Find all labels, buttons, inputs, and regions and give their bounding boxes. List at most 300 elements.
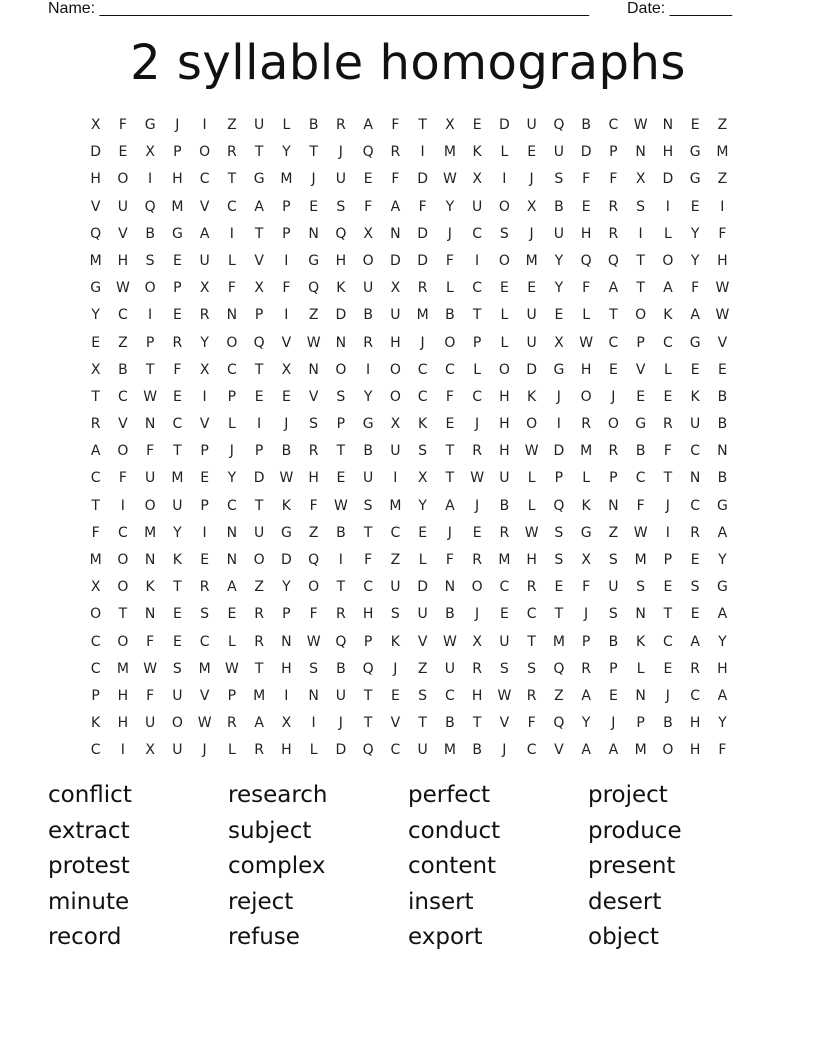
grid-letter: T	[445, 443, 455, 460]
grid-letter: I	[420, 144, 425, 161]
grid-letter: T	[418, 117, 427, 133]
grid-letter: Y	[718, 715, 727, 732]
grid-letter: G	[253, 171, 265, 188]
word-bank-item: protest	[48, 853, 130, 880]
grid-letter: B	[281, 443, 292, 460]
grid-letter: A	[363, 117, 373, 133]
grid-letter: D	[90, 144, 102, 161]
grid-letter: I	[284, 252, 289, 269]
grid-letter: R	[227, 715, 237, 732]
grid-letter: C	[390, 742, 401, 759]
grid-letter: A	[90, 443, 101, 460]
grid-letter: S	[554, 552, 564, 568]
grid-letter: X	[581, 552, 591, 568]
grid-row	[82, 302, 736, 329]
grid-letter: Y	[554, 252, 564, 269]
grid-letter: C	[690, 497, 701, 514]
grid-letter: N	[226, 307, 238, 324]
grid-letter: N	[689, 470, 701, 487]
grid-letter: M	[443, 742, 456, 759]
grid-letter: Q	[553, 660, 565, 677]
grid-letter: N	[226, 552, 238, 568]
grid-letter: C	[417, 388, 428, 405]
grid-letter: J	[338, 144, 343, 161]
grid-letter: B	[445, 307, 455, 324]
grid-letter: L	[227, 252, 236, 269]
grid-letter: V	[199, 687, 210, 704]
grid-letter: L	[500, 334, 509, 351]
grid-letter: M	[634, 742, 647, 759]
grid-letter: P	[554, 470, 564, 487]
grid-letter: I	[202, 117, 207, 133]
grid-letter: W	[143, 388, 158, 405]
grid-letter: G	[280, 524, 292, 541]
grid-letter: D	[417, 171, 429, 188]
grid-letter: W	[524, 443, 539, 460]
grid-letter: T	[254, 660, 264, 677]
grid-letter: R	[390, 144, 401, 161]
grid-letter: F	[282, 280, 291, 297]
grid-letter: X	[390, 280, 401, 297]
grid-letter: V	[554, 742, 564, 759]
grid-letter: H	[526, 552, 537, 568]
grid-letter: T	[118, 606, 128, 623]
grid-letter: J	[584, 606, 589, 623]
grid-letter: L	[309, 742, 318, 759]
grid-letter: A	[581, 687, 591, 704]
grid-letter: V	[199, 198, 210, 215]
grid-letter: Y	[718, 552, 727, 568]
grid-letter: T	[336, 443, 346, 460]
grid-letter: G	[308, 252, 320, 269]
grid-letter: G	[362, 416, 374, 433]
grid-letter: E	[172, 307, 182, 324]
grid-letter: X	[199, 280, 210, 297]
grid-letter: P	[227, 388, 237, 405]
grid-letter: O	[635, 307, 647, 324]
grid-letter: B	[118, 361, 128, 378]
grid-letter: C	[390, 524, 401, 541]
grid-letter: Q	[362, 660, 374, 677]
grid-letter: U	[553, 144, 564, 161]
grid-letter: P	[200, 497, 209, 514]
grid-letter: Y	[363, 388, 373, 405]
grid-letter: V	[90, 198, 101, 215]
grid-letter: S	[390, 606, 400, 623]
grid-letter: C	[199, 633, 210, 650]
grid-letter: R	[690, 660, 700, 677]
grid-letter: G	[689, 334, 701, 351]
grid-letter: Z	[390, 552, 401, 568]
grid-letter: G	[716, 579, 728, 596]
grid-letter: T	[418, 715, 427, 732]
grid-letter: U	[526, 334, 537, 351]
grid-letter: H	[717, 660, 728, 677]
grid-letter: R	[254, 742, 264, 759]
grid-letter: Y	[227, 470, 237, 487]
word-bank-item: produce	[588, 817, 682, 844]
grid-letter: K	[390, 633, 400, 650]
grid-letter: I	[311, 715, 316, 732]
grid-letter: Q	[553, 715, 565, 732]
grid-letter: S	[554, 171, 564, 188]
grid-letter: M	[198, 660, 211, 677]
grid-letter: E	[527, 280, 537, 297]
grid-letter: I	[556, 416, 561, 433]
grid-letter: O	[253, 552, 265, 568]
grid-letter: I	[338, 552, 343, 568]
grid-letter: Q	[553, 117, 565, 133]
grid-letter: D	[580, 144, 592, 161]
grid-letter: E	[554, 307, 564, 324]
grid-letter: X	[472, 171, 482, 188]
grid-letter: Q	[362, 742, 374, 759]
grid-letter: N	[662, 117, 674, 133]
grid-letter: P	[282, 198, 291, 215]
word-bank-item: minute	[48, 888, 130, 915]
grid-letter: F	[527, 715, 536, 732]
word-bank-item: record	[48, 924, 122, 951]
grid-letter: W	[633, 117, 648, 133]
grid-letter: P	[663, 552, 673, 568]
grid-letter: D	[335, 742, 347, 759]
grid-letter: F	[663, 443, 672, 460]
grid-letter: R	[608, 443, 619, 460]
grid-letter: E	[309, 198, 319, 215]
grid-letter: L	[636, 660, 645, 677]
grid-letter: P	[609, 144, 618, 161]
grid-letter: B	[308, 117, 319, 133]
grid-letter: F	[309, 497, 318, 514]
grid-letter: G	[144, 117, 156, 133]
grid-letter: Q	[308, 552, 320, 568]
word-bank-item: conflict	[48, 782, 132, 808]
grid-letter: A	[717, 606, 728, 623]
grid-letter: M	[389, 497, 402, 514]
grid-letter: C	[90, 633, 101, 650]
grid-letter: C	[444, 687, 455, 704]
grid-letter: L	[663, 361, 672, 378]
grid-letter: G	[716, 497, 728, 514]
grid-letter: U	[608, 579, 619, 596]
grid-letter: Q	[90, 225, 102, 242]
grid-letter: I	[284, 687, 289, 704]
grid-letter: M	[89, 552, 102, 568]
grid-letter: X	[363, 225, 373, 242]
grid-letter: O	[308, 579, 320, 596]
grid-letter: F	[146, 633, 155, 650]
grid-letter: V	[308, 388, 319, 405]
grid-letter: R	[336, 117, 346, 133]
grid-letter: U	[499, 470, 510, 487]
grid-letter: J	[475, 416, 480, 433]
grid-letter: E	[172, 388, 182, 405]
grid-letter: N	[308, 225, 319, 242]
grid-letter: S	[499, 225, 509, 242]
grid-letter: E	[172, 606, 182, 623]
grid-letter: X	[390, 416, 401, 433]
grid-letter: J	[229, 443, 234, 460]
grid-letter: V	[635, 361, 646, 378]
grid-letter: W	[306, 633, 321, 650]
grid-letter: O	[662, 252, 674, 269]
grid-letter: L	[500, 307, 509, 324]
grid-letter: T	[472, 715, 482, 732]
grid-letter: E	[554, 579, 564, 596]
grid-letter: Q	[553, 497, 565, 514]
grid-letter: X	[145, 742, 155, 759]
grid-letter: N	[144, 416, 156, 433]
grid-letter: K	[636, 633, 646, 650]
grid-letter: P	[282, 606, 291, 623]
grid-row	[82, 656, 736, 683]
grid-letter: R	[663, 416, 673, 433]
grid-letter: I	[475, 252, 480, 269]
word-bank-item: subject	[228, 817, 312, 844]
grid-letter: B	[445, 715, 455, 732]
grid-letter: T	[227, 171, 237, 188]
grid-letter: K	[527, 388, 537, 405]
grid-letter: F	[609, 171, 618, 188]
grid-letter: G	[171, 225, 183, 242]
grid-letter: U	[417, 742, 428, 759]
grid-letter: R	[90, 416, 101, 433]
grid-letter: W	[279, 470, 294, 487]
grid-letter: L	[227, 633, 236, 650]
grid-letter: O	[117, 171, 129, 188]
grid-row	[82, 221, 736, 248]
grid-letter: R	[472, 552, 482, 568]
grid-letter: Q	[580, 252, 592, 269]
grid-letter: U	[390, 307, 401, 324]
grid-letter: X	[281, 715, 292, 732]
grid-letter: T	[91, 497, 100, 514]
word-bank-item: conduct	[408, 817, 501, 844]
grid-letter: T	[663, 606, 673, 623]
grid-letter: K	[281, 497, 291, 514]
grid-letter: N	[308, 361, 319, 378]
grid-letter: I	[257, 416, 262, 433]
grid-letter: H	[335, 252, 347, 269]
grid-letter: X	[90, 579, 101, 596]
grid-letter: N	[635, 687, 646, 704]
grid-letter: C	[608, 334, 619, 351]
grid-letter: E	[527, 144, 537, 161]
grid-letter: D	[389, 252, 401, 269]
grid-letter: K	[145, 579, 155, 596]
grid-letter: C	[526, 742, 537, 759]
grid-letter: H	[117, 252, 129, 269]
grid-letter: B	[663, 715, 673, 732]
grid-letter: L	[445, 280, 454, 297]
grid-letter: C	[444, 361, 455, 378]
grid-letter: C	[226, 198, 237, 215]
grid-letter: M	[580, 443, 593, 460]
grid-letter: W	[470, 470, 485, 487]
grid-letter: E	[472, 524, 482, 541]
grid-letter: C	[472, 280, 483, 297]
grid-letter: K	[172, 552, 182, 568]
grid-row	[82, 248, 736, 275]
word-bank-item: desert	[588, 888, 662, 915]
grid-letter: F	[364, 552, 373, 568]
grid-letter: N	[444, 579, 456, 596]
grid-letter: A	[663, 280, 673, 297]
grid-letter: N	[635, 606, 646, 623]
grid-letter: B	[717, 416, 728, 433]
grid-letter: U	[172, 497, 183, 514]
grid-letter: Y	[282, 579, 291, 596]
grid-letter: N	[635, 144, 646, 161]
grid-letter: U	[553, 225, 564, 242]
grid-letter: O	[607, 416, 619, 433]
grid-row	[82, 194, 736, 221]
grid-letter: O	[171, 715, 183, 732]
grid-letter: X	[417, 470, 428, 487]
grid-row	[82, 629, 736, 656]
grid-letter: D	[335, 307, 347, 324]
grid-letter: D	[553, 443, 565, 460]
grid-letter: T	[363, 715, 373, 732]
grid-letter: Z	[717, 117, 728, 133]
grid-letter: S	[608, 606, 618, 623]
grid-letter: P	[609, 470, 618, 487]
grid-letter: K	[581, 497, 591, 514]
grid-letter: K	[690, 388, 700, 405]
grid-letter: C	[90, 470, 101, 487]
grid-letter: U	[499, 633, 510, 650]
grid-letter: O	[144, 497, 156, 514]
grid-letter: T	[363, 524, 373, 541]
grid-letter: L	[527, 470, 536, 487]
grid-letter: F	[146, 687, 155, 704]
grid-letter: Y	[91, 307, 100, 324]
grid-letter: O	[580, 388, 592, 405]
grid-letter: C	[117, 524, 128, 541]
word-bank-item: export	[408, 924, 483, 951]
grid-letter: E	[663, 660, 673, 677]
word-bank-item: refuse	[228, 924, 300, 951]
grid-letter: J	[447, 524, 452, 541]
grid-letter: E	[717, 361, 727, 378]
grid-letter: E	[636, 388, 646, 405]
grid-letter: H	[662, 144, 674, 161]
grid-letter: C	[90, 742, 101, 759]
grid-letter: E	[390, 687, 400, 704]
grid-letter: C	[417, 361, 428, 378]
grid-letter: N	[144, 552, 156, 568]
grid-letter: Q	[253, 334, 265, 351]
grid-letter: A	[254, 715, 264, 732]
grid-letter: C	[662, 633, 673, 650]
grid-letter: Q	[308, 280, 320, 297]
grid-letter: L	[473, 361, 482, 378]
grid-letter: M	[498, 552, 511, 568]
grid-letter: V	[417, 633, 428, 650]
grid-letter: P	[609, 660, 618, 677]
grid-row	[82, 357, 736, 384]
grid-letter: R	[227, 144, 237, 161]
grid-letter: C	[117, 388, 128, 405]
grid-letter: S	[636, 198, 646, 215]
grid-letter: C	[499, 579, 510, 596]
grid-letter: F	[445, 552, 454, 568]
grid-letter: F	[309, 606, 318, 623]
grid-letter: C	[117, 307, 128, 324]
grid-letter: P	[145, 334, 155, 351]
grid-letter: J	[611, 715, 616, 732]
grid-letter: X	[90, 361, 101, 378]
grid-letter: A	[254, 198, 264, 215]
grid-letter: R	[199, 307, 210, 324]
grid-letter: H	[281, 660, 292, 677]
grid-letter: Y	[718, 633, 727, 650]
grid-letter: U	[199, 252, 210, 269]
grid-letter: B	[635, 443, 646, 460]
grid-letter: J	[529, 171, 534, 188]
grid-letter: A	[690, 633, 700, 650]
grid-letter: N	[335, 334, 347, 351]
grid-letter: O	[362, 252, 374, 269]
grid-letter: Y	[581, 715, 591, 732]
grid-letter: B	[336, 524, 346, 541]
grid-letter: E	[472, 117, 482, 133]
grid-letter: B	[499, 497, 510, 514]
grid-letter: B	[445, 606, 455, 623]
grid-letter: C	[472, 225, 483, 242]
grid-letter: O	[226, 334, 238, 351]
grid-letter: W	[715, 307, 730, 324]
grid-letter: M	[171, 470, 184, 487]
grid-letter: H	[390, 334, 401, 351]
grid-letter: V	[717, 334, 728, 351]
grid-letter: R	[608, 198, 619, 215]
grid-letter: R	[336, 606, 346, 623]
grid-letter: U	[145, 715, 156, 732]
grid-letter: R	[581, 416, 591, 433]
grid-letter: M	[416, 307, 429, 324]
grid-letter: M	[634, 552, 647, 568]
grid-letter: G	[580, 524, 592, 541]
grid-letter: X	[445, 117, 455, 133]
grid-letter: W	[579, 334, 594, 351]
grid-letter: J	[420, 334, 425, 351]
grid-letter: E	[690, 606, 700, 623]
grid-letter: R	[526, 687, 537, 704]
grid-letter: K	[91, 715, 101, 732]
grid-letter: W	[497, 687, 512, 704]
grid-row	[82, 139, 736, 166]
grid-row	[82, 493, 736, 520]
grid-letter: O	[662, 742, 674, 759]
grid-letter: S	[636, 579, 646, 596]
grid-letter: L	[227, 416, 236, 433]
grid-row	[82, 683, 736, 710]
grid-letter: M	[144, 524, 157, 541]
grid-letter: R	[581, 660, 591, 677]
grid-letter: O	[498, 361, 510, 378]
grid-letter: I	[229, 225, 234, 242]
grid-letter: F	[173, 361, 182, 378]
grid-letter: I	[502, 171, 507, 188]
grid-letter: Z	[608, 524, 619, 541]
grid-letter: X	[145, 144, 155, 161]
grid-row	[82, 710, 736, 737]
grid-letter: H	[499, 443, 510, 460]
grid-letter: T	[254, 497, 264, 514]
grid-letter: X	[635, 171, 646, 188]
grid-row	[82, 465, 736, 492]
